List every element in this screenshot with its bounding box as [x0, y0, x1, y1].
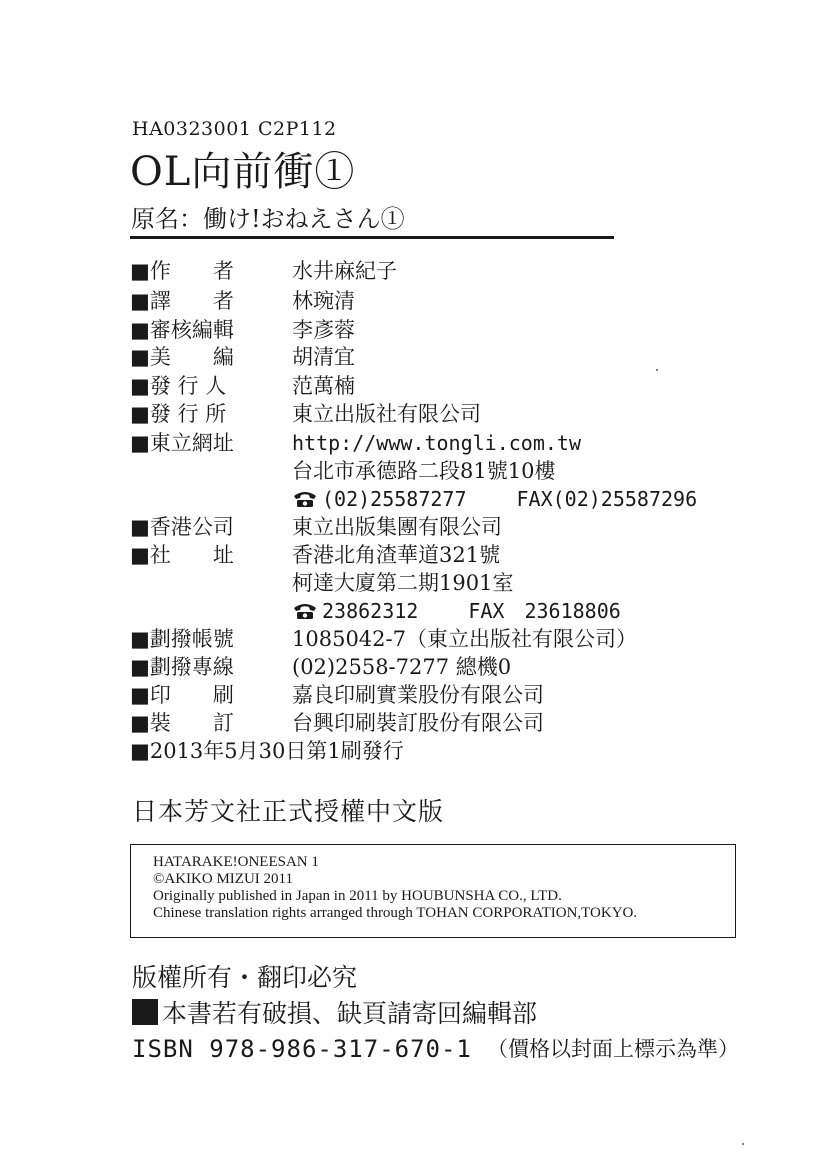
payment-value: 台興印刷裝訂股份有限公司: [292, 711, 544, 735]
credit-label: ■發 行 人: [130, 374, 227, 398]
print-speck: [656, 369, 658, 371]
website-link[interactable]: http://www.tongli.com.tw: [292, 431, 581, 455]
credit-label: ■印 刷: [130, 683, 234, 707]
hk-fax: FAX 23618806: [468, 599, 621, 623]
credit-label: ■劃撥專線: [130, 655, 234, 679]
telephone-icon: [292, 602, 318, 620]
payment-value: (02)2558-7277 總機0: [292, 655, 512, 679]
credit-label: ■審核編輯: [130, 318, 234, 342]
credit-label: ■劃撥帳號: [130, 627, 234, 651]
hk-address-line1: 香港北角渣華道321號: [292, 543, 501, 567]
credit-value: 李彥蓉: [292, 318, 355, 342]
copyright-line: ©AKIKO MIZUI 2011: [153, 871, 293, 887]
credit-label: ■香港公司: [130, 515, 234, 539]
copyright-line: Chinese translation rights arranged through TOHAN CORPORATION,TOKYO.: [153, 905, 638, 921]
hk-address-line2: 柯達大廈第二期1901室: [292, 571, 514, 595]
title-divider: [130, 236, 614, 239]
hk-phone: 23862312: [322, 599, 419, 623]
credit-label: ■東立網址: [130, 431, 234, 455]
catalog-code: HA0323001 C2P112: [132, 118, 337, 140]
credit-value: 林琬清: [292, 289, 355, 313]
damage-notice: 本書若有破損、缺頁請寄回編輯部: [162, 999, 538, 1028]
credit-label: ■裝 訂: [130, 711, 234, 735]
book-title: OL向前衝①: [130, 149, 356, 195]
telephone-icon: [292, 490, 318, 508]
print-speck: [742, 1143, 744, 1145]
credit-label: ■發 行 所: [130, 402, 227, 426]
credit-value: 東立出版社有限公司: [292, 402, 481, 426]
tw-phone: (02)25587277: [322, 487, 467, 511]
credit-value: 胡清宜: [292, 345, 355, 369]
tw-fax: FAX(02)25587296: [516, 487, 698, 511]
credit-value: 范萬楠: [292, 374, 355, 398]
credit-label: ■美 編: [130, 345, 234, 369]
tw-address: 台北市承德路二段81號10樓: [292, 459, 556, 483]
authorization-note: 日本芳文社正式授權中文版: [132, 797, 445, 826]
credit-value: 水井麻紀子: [292, 259, 397, 283]
copyright-line: HATARAKE!ONEESAN 1: [153, 854, 319, 870]
credit-label: ■社 址: [130, 543, 234, 567]
price-note: （價格以封面上標示為準）: [487, 1037, 739, 1061]
damage-notice-row: [132, 998, 537, 1030]
hk-company: 東立出版集團有限公司: [292, 515, 502, 539]
bullet-square: [132, 999, 158, 1025]
publication-date: ■2013年5月30日第1刷發行: [130, 739, 404, 763]
original-title: 原名：働け!おねえさん①: [131, 205, 405, 233]
payment-value: 1085042-7（東立出版社有限公司）: [292, 627, 637, 651]
payment-value: 嘉良印刷實業股份有限公司: [292, 683, 544, 707]
copyright-box: [130, 844, 736, 938]
credit-label: ■譯 者: [130, 289, 234, 313]
isbn: ISBN 978-986-317-670-1: [132, 1035, 472, 1063]
credit-label: ■作 者: [130, 259, 234, 283]
rights-notice: 版權所有・翻印必究: [132, 963, 358, 992]
copyright-line: Originally published in Japan in 2011 by HOUBUNSHA CO., LTD.: [153, 888, 562, 904]
